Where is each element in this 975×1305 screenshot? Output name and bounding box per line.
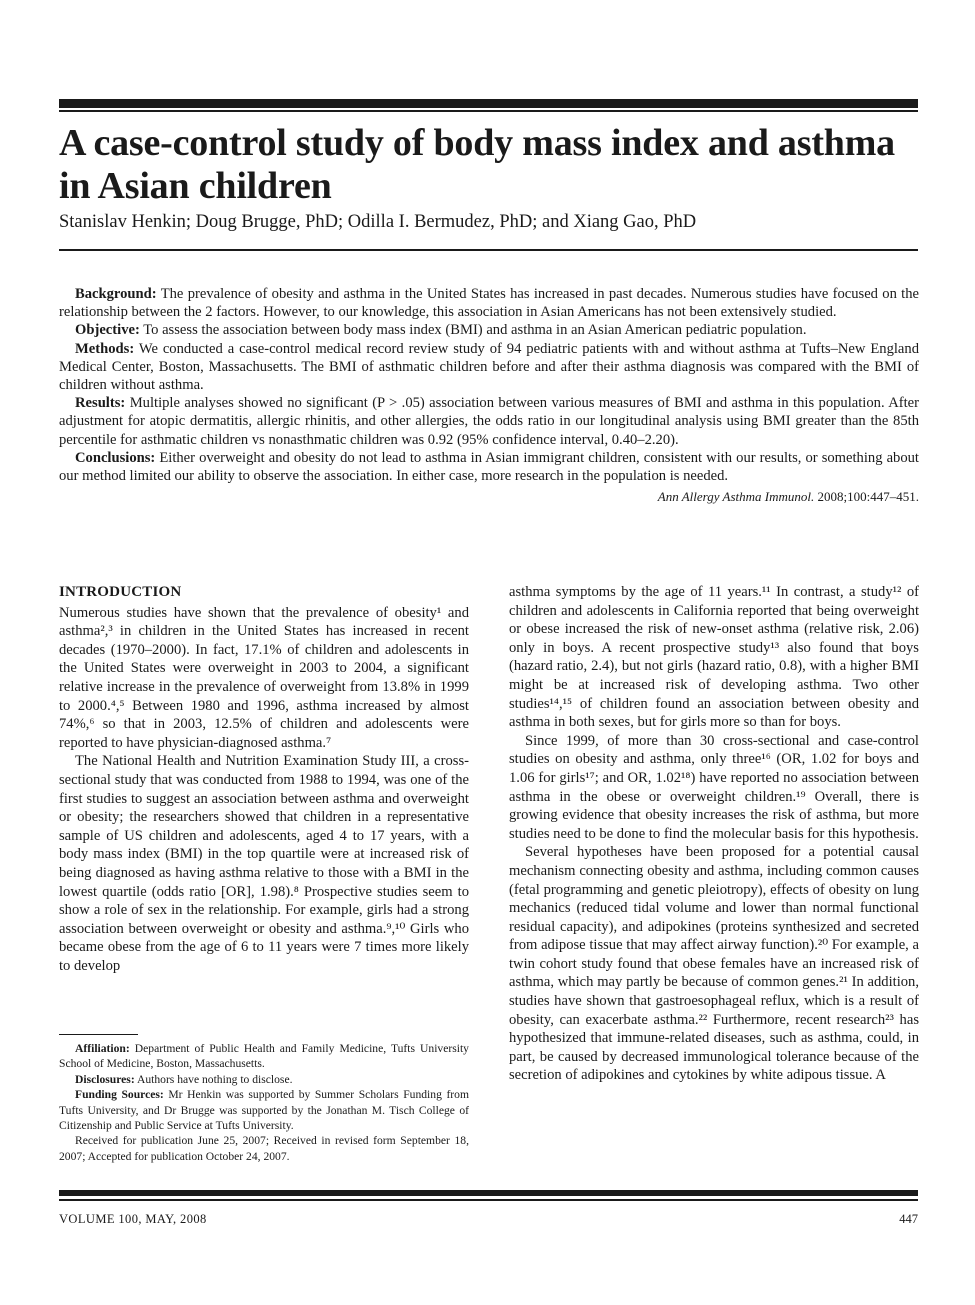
top-rule-thin — [59, 110, 918, 112]
footer-volume: VOLUME 100, MAY, 2008 — [59, 1212, 207, 1226]
background-text: The prevalence of obesity and asthma in the United States has increased in past decades. Numerous studies have focused on the relationship between the 2 factors. However, to our knowledge, this association in Asian Americans has not been extensively studied. — [59, 286, 920, 321]
disclosures-text: Authors have nothing to disclose. — [136, 1072, 293, 1086]
bottom-rule-thin — [59, 1199, 918, 1201]
top-rule-thick — [59, 99, 918, 108]
intro-paragraph-2: The National Health and Nutrition Examination Study III, a cross-sectional study that was conducted from 1988 to 1994, was one of the first studies to suggest an association between asthma and overweight or obesity; the researchers showed that children in a representative sample of US children and adolescents, aged 4 to 17 years, with a body mass index (BMI) in the top quartile were at increased risk of being diagnosed as having asthma relative to those with a BMI in the lowest quartile (odds ratio [OR], 1.98).⁸ Prospective studies seem to show a role of sex in the relationship. For example, girls had a strong association between overweight or obesity and asthma.⁹,¹⁰ Girls who became obese from the age of 6 to 11 years were 7 times more likely to develop — [59, 753, 469, 974]
abstract-background — [59, 285, 919, 321]
background-label: Background: — [75, 286, 157, 302]
abstract — [59, 285, 919, 506]
article-title: A case-control study of body mass index and asthma in Asian children — [59, 122, 895, 207]
methods-text: We conducted a case-control medical record review study of 94 pediatric patients with and without asthma at Tufts–New England Medical Center, Boston, Massachusetts. The BMI of asthmatic children before and after their asthma diagnosis was compared with the BMI of children without asthma. — [59, 340, 919, 394]
left-column — [59, 583, 469, 975]
citation-details: 2008;100:447–451. — [817, 489, 919, 505]
results-text: Multiple analyses showed no significant (P > .05) association between various measures of BMI and asthma in this population. After adjustment for atopic dermatitis, allergic rhinitis, and other allergies, the odds ratio in our longitudinal analysis using BMI greater than the 85th percentile for asthmatic children vs nonasthmatic children was 0.92 (95% confidence interval, 0.40–2.20). — [59, 395, 919, 448]
footer-page-number: 447 — [899, 1212, 918, 1226]
abstract-results — [59, 394, 919, 449]
citation-journal: Ann Allergy Asthma Immunol. — [657, 489, 815, 505]
abstract-objective — [59, 321, 919, 339]
conclusions-label: Conclusions: — [75, 449, 156, 466]
intro-paragraph-4: Since 1999, of more than 30 cross-sectional and case-control studies on obesity and asthma, only three¹⁶ (OR, 1.02 for boys and 1.06 for girls¹⁷; and OR, 1.02¹⁸) have reported no association between asthma in the obese or overweight children.¹⁹ Overall, there is growing evidence that obesity increases the risk of asthma, but more studies need to be done to find the molecular basis for this hypothesis. — [509, 732, 919, 842]
footnote-affiliation — [59, 1041, 469, 1072]
funding-text: Mr Henkin was supported by Summer Scholars Funding from Tufts University, and Dr Brugge was supported by the Jonathan M. Tisch College of Citizenship and Public Service at Tufts University. — [59, 1088, 469, 1133]
footnote-rule — [59, 1034, 138, 1035]
citation — [59, 488, 919, 506]
affiliation-label: Affiliation: — [75, 1042, 130, 1055]
footnotes — [59, 1041, 469, 1164]
intro-paragraph-3: asthma symptoms by the age of 11 years.¹¹ In contrast, a study¹² of children and adolescents in California reported that being overweight or obese increased the risk of new-onset asthma (relative risk, 2.06) only in boys. A recent prospective study¹³ also found that boys (hazard ratio, 2.4), but not girls (hazard ratio, 0.8), with a higher BMI might be at increased risk of developing asthma. Two other studies¹⁴,¹⁵ of children found an association between obesity and asthma in both sexes, but for girls more so than for boys. — [509, 584, 919, 731]
bottom-rule-thick — [59, 1190, 918, 1196]
intro-paragraph-5: Several hypotheses have been proposed for a potential causal mechanism connecting obesity and asthma, including common causes (fetal programming and genetic pleiotropy), effects of obesity on lung mechanics (reduced tidal volume and lower than normal functional residual capacity), and adipokines (proteins synthesized and secreted from adipose tissue that may affect airway function).²⁰ For example, a twin cohort study found that obese females have an increased risk of asthma, which may partly be because of common genes.²¹ In addition, studies have shown that gastroesophageal reflux, which is a result of obesity, can exacerbate asthma.²² Furthermore, recent research²³ has hypothesized that immune-related diseases, such as asthma, could, in part, be caused by decreased immunological tolerance because of the secretion of adipokines and cytokines by white adipous tissue. A — [509, 844, 919, 1084]
right-column — [509, 583, 919, 1085]
disclosures-label: Disclosures: — [75, 1072, 135, 1086]
abstract-conclusions — [59, 449, 919, 485]
header-rule — [59, 249, 918, 251]
intro-paragraph-1: Numerous studies have shown that the prevalence of obesity¹ and asthma²,³ in children in the United States has increased in recent decades (1970–2000). In fact, 17.1% of children and adolescents in the United States were overweight in 2003 to 2004, a significant relative increase in the prevalence of overweight from 13.8% in 1999 to 2000.⁴,⁵ Between 1980 and 1996, asthma increased by almost 74%,⁶ so that in 2003, 12.5% of children and adolescents were reported to have physician-diagnosed asthma.⁷ — [59, 604, 469, 751]
affiliation-text: Department of Public Health and Family Medicine, Tufts University School of Medicine, Boston, Massachusetts. — [59, 1042, 469, 1071]
footnote-funding — [59, 1087, 469, 1133]
footnote-received: Received for publication June 25, 2007; Received in revised form September 18, 2007; Accepted for publication October 24, 2007. — [59, 1134, 469, 1163]
author-list: Stanislav Henkin; Doug Brugge, PhD; Odilla I. Bermudez, PhD; and Xiang Gao, PhD — [59, 212, 697, 232]
funding-label: Funding Sources: — [75, 1088, 164, 1102]
abstract-methods — [59, 340, 919, 395]
section-heading-introduction: INTRODUCTION — [59, 584, 182, 600]
results-label: Results: — [75, 395, 126, 412]
objective-text: To assess the association between body mass index (BMI) and asthma in an Asian American pediatric population. — [143, 322, 807, 339]
conclusions-text: Either overweight and obesity do not lead to asthma in Asian immigrant children, consistent with our results, or something about our method limited our ability to observe the association. In either case, more research in the population is needed. — [59, 449, 919, 485]
objective-label: Objective: — [75, 322, 140, 339]
footnote-disclosures — [59, 1072, 469, 1087]
methods-label: Methods: — [75, 340, 135, 357]
